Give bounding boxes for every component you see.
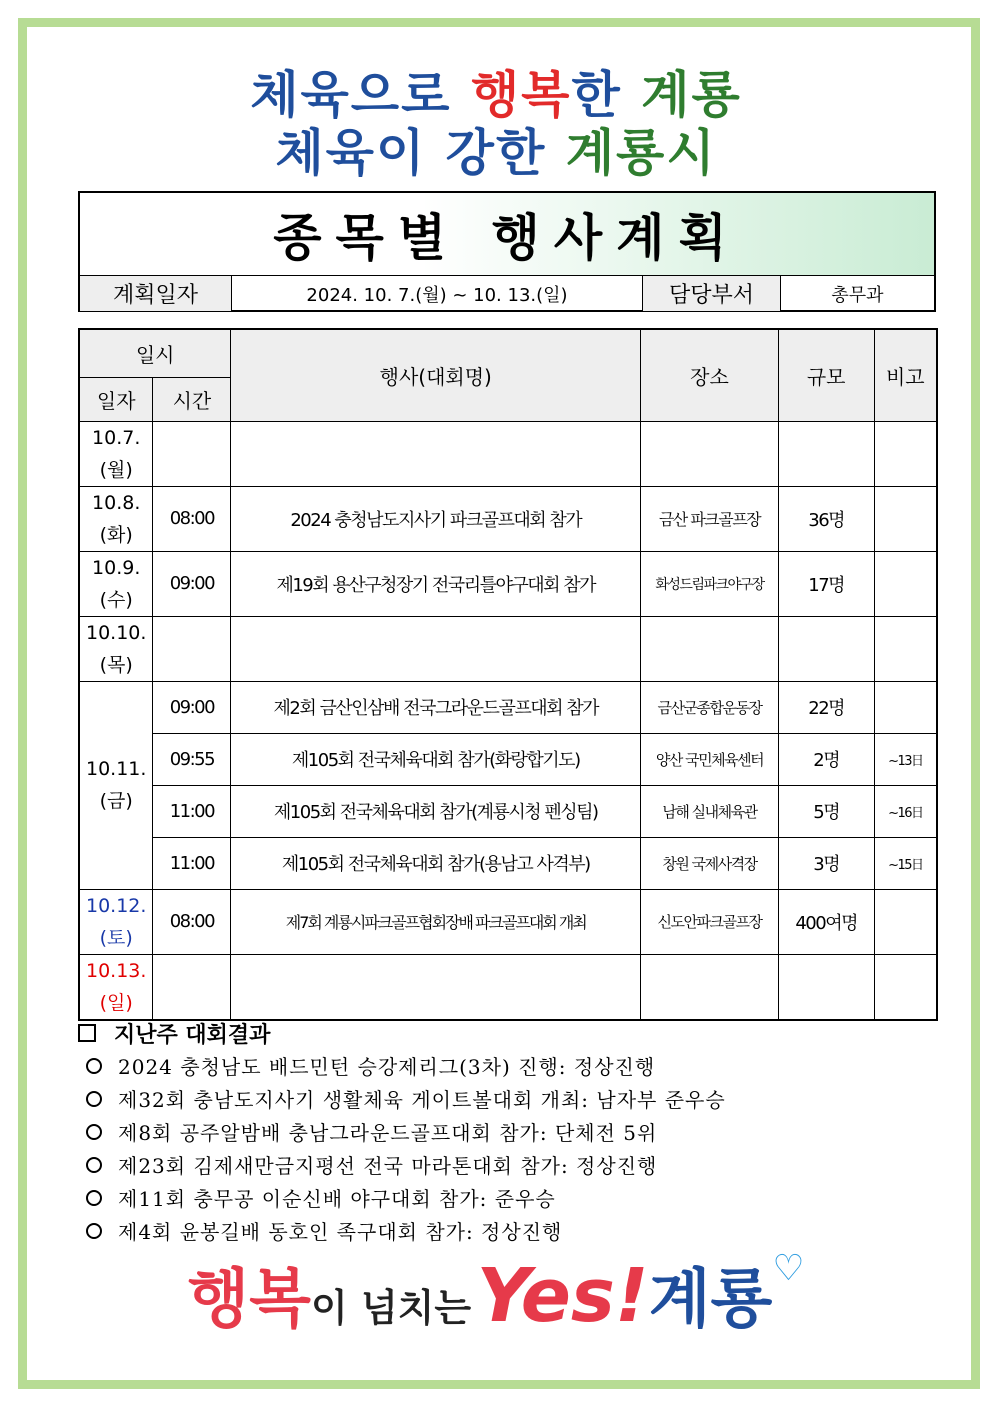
header-scale: 규모 [778,329,874,421]
slogan-text: 계룡 [641,66,742,124]
header-place: 장소 [641,329,779,421]
table-row [79,733,937,785]
row-event: 제105회 전국체육대회 참가(계룡시청 펜싱팀) [231,785,641,837]
row-place [641,954,779,1020]
day-text: (화) [99,523,133,546]
list-item [78,1148,938,1181]
row-time [153,616,231,681]
row-time: 08:00 [153,889,231,954]
slogan-line-2 [0,113,992,185]
result-text: 제23회 김제새만금지평선 전국 마라톤대회 참가: 정상진행 [118,1154,658,1178]
date-text: 10.8. [92,491,141,514]
row-time: 11:00 [153,837,231,889]
list-item [78,1049,938,1082]
footer-text: 행복 [187,1263,312,1337]
results-title [78,1017,938,1049]
row-scale: 400여명 [778,889,874,954]
row-event: 제2회 금산인삼배 전국그라운드골프대회 참가 [231,681,641,733]
row-scale: 5명 [778,785,874,837]
result-text: 제11회 충무공 이순신배 야구대회 참가: 준우승 [118,1187,556,1211]
footer-slogan [0,1248,992,1340]
row-place [641,616,779,681]
date-text: 10.10. [86,621,147,644]
title-band [80,193,934,276]
header-row [79,329,937,377]
row-note [874,954,937,1020]
dept-value: 총무과 [831,284,884,306]
table-row [79,551,937,616]
result-text: 제4회 윤봉길배 동호인 족구대회 참가: 정상진행 [118,1220,563,1244]
title-box [78,191,936,312]
row-date [79,889,153,954]
row-scale: 3명 [778,837,874,889]
row-scale [778,954,874,1020]
row-note: ~16日 [874,785,937,837]
row-place: 금산군종합운동장 [641,681,779,733]
date-text: 10.7. [92,426,141,449]
day-text: (월) [99,458,133,481]
row-scale [778,421,874,486]
circle-bullet-icon [86,1091,102,1107]
table-row [79,616,937,681]
slogan-text: 한 [571,66,622,124]
row-time [153,421,231,486]
slogan-text: 체육이 강한 [275,124,547,182]
slogan-text: 체육으로 [250,66,452,124]
table-row [79,954,937,1020]
row-event: 제105회 전국체육대회 참가(용남고 사격부) [231,837,641,889]
results-title-text: 지난주 대회결과 [114,1022,271,1048]
row-place: 신도안파크골프장 [641,889,779,954]
row-note [874,889,937,954]
footer-text: 계룡 [648,1263,773,1337]
result-text: 제8회 공주알밤배 충남그라운드골프대회 참가: 단체전 5위 [118,1121,658,1145]
results-section [78,1017,938,1247]
table-row [79,421,937,486]
row-time: 08:00 [153,486,231,551]
row-note: ~13日 [874,733,937,785]
header-time: 시간 [153,377,231,421]
row-scale: 2명 [778,733,874,785]
table-row [79,681,937,733]
row-note [874,421,937,486]
row-time: 09:00 [153,551,231,616]
row-place: 양산 국민체육센터 [641,733,779,785]
row-scale: 17명 [778,551,874,616]
row-event [231,616,641,681]
row-place [641,421,779,486]
row-place: 남해 실내체육관 [641,785,779,837]
row-date [79,954,153,1020]
row-event: 2024 충청남도지사기 파크골프대회 참가 [231,486,641,551]
header-date: 일자 [79,377,153,421]
row-time [153,954,231,1020]
row-note: ~15日 [874,837,937,889]
footer-text: Yes! [476,1253,649,1339]
row-date [79,681,153,889]
page-title: 종목별 행사계획 [273,209,741,267]
heart-icon: ♡ [772,1248,805,1289]
row-date [79,486,153,551]
day-text: (금) [99,790,133,812]
row-event [231,954,641,1020]
circle-bullet-icon [86,1223,102,1239]
table-row [79,785,937,837]
table-row [79,837,937,889]
day-text: (목) [99,653,133,676]
row-time: 09:00 [153,681,231,733]
table-row [79,889,937,954]
checkbox-icon [78,1024,96,1042]
circle-bullet-icon [86,1157,102,1173]
list-item [78,1214,938,1247]
header-datetime: 일시 [79,329,231,377]
row-date [79,616,153,681]
plan-date-value: 2024. 10. 7.(월) ~ 10. 13.(일) [232,276,643,311]
day-text: (토) [99,926,133,949]
circle-bullet-icon [86,1058,102,1074]
footer-text: 이 넘치는 [311,1286,472,1330]
row-place: 화성드림파크야구장 [641,551,779,616]
row-scale: 36명 [778,486,874,551]
date-text: 10.13. [86,959,147,982]
circle-bullet-icon [86,1124,102,1140]
row-scale [778,616,874,681]
row-scale: 22명 [778,681,874,733]
schedule-table [78,328,938,1021]
list-item [78,1082,938,1115]
circle-bullet-icon [86,1190,102,1206]
row-note [874,486,937,551]
row-place: 금산 파크골프장 [641,486,779,551]
table-row [79,486,937,551]
row-event: 제19회 용산구청장기 전국리틀야구대회 참가 [231,551,641,616]
date-text: 10.11. [86,758,147,780]
list-item [78,1181,938,1214]
row-event: 제105회 전국체육대회 참가(화랑합기도) [231,733,641,785]
plan-date-label: 계획일자 [80,276,232,311]
row-note [874,551,937,616]
row-place: 창원 국제사격장 [641,837,779,889]
meta-row [80,276,934,311]
row-date [79,421,153,486]
slogan-text: 계룡시 [565,124,717,182]
result-text: 제32회 충남도지사기 생활체육 게이트볼대회 개최: 남자부 준우승 [118,1088,726,1112]
date-text: 10.12. [86,894,147,917]
row-time: 11:00 [153,785,231,837]
row-event [231,421,641,486]
header-note: 비고 [874,329,937,421]
result-text: 2024 충청남도 배드민턴 승강제리그(3차) 진행: 정상진행 [118,1055,656,1079]
day-text: (일) [99,991,133,1014]
list-item [78,1115,938,1148]
header-event: 행사(대회명) [231,329,641,421]
slogan-text: 행복 [470,66,572,124]
row-event: 제7회 계룡시파크골프협회장배 파크골프대회 개최 [231,889,641,954]
row-date [79,551,153,616]
row-time: 09:55 [153,733,231,785]
row-note [874,616,937,681]
dept-label: 담당부서 [643,276,781,311]
row-note [874,681,937,733]
date-text: 10.9. [92,556,141,579]
day-text: (수) [99,588,133,611]
